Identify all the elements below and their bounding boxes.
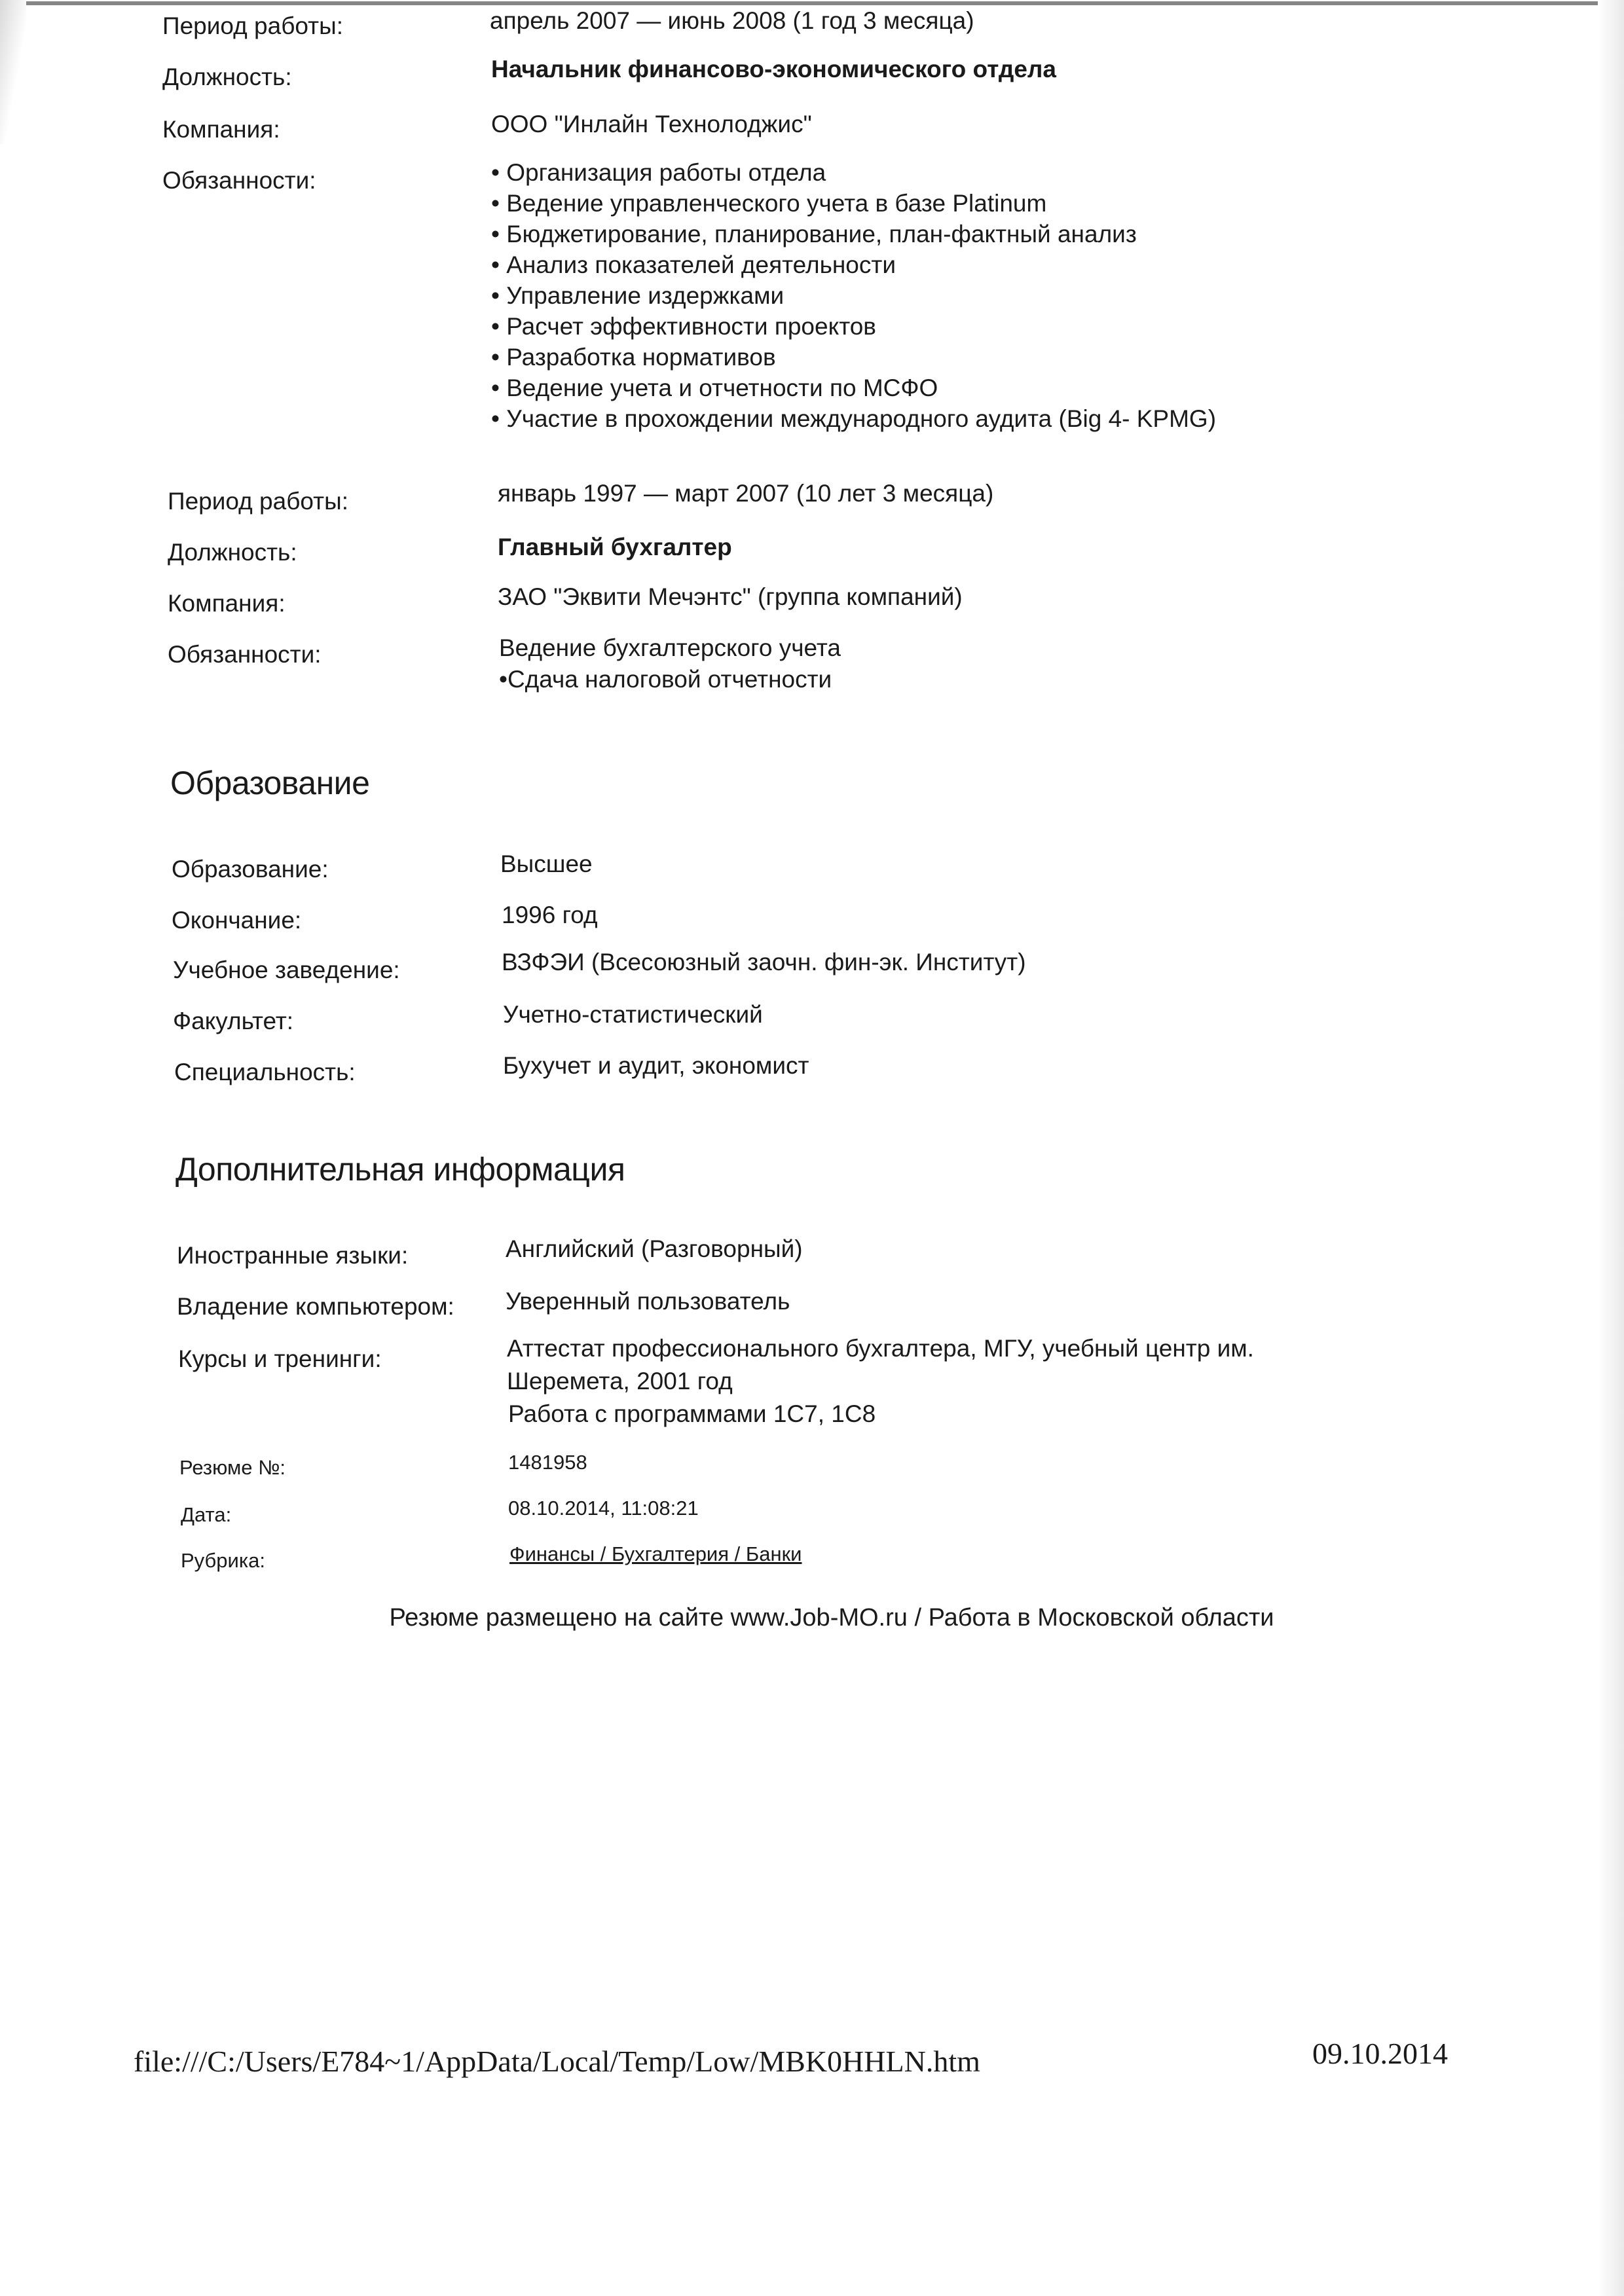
- duty-item: • Ведение учета и отчетности по МСФО: [491, 373, 1216, 403]
- duty-item: •Сдача налоговой отчетности: [499, 666, 832, 693]
- institution-value: ВЗФЭИ (Всесоюзный заочн. фин-эк. Институт): [502, 949, 1026, 975]
- duty-item: • Анализ показателей деятельности: [491, 249, 1216, 280]
- period-value: апрель 2007 — июнь 2008 (1 год 3 месяца): [490, 7, 974, 34]
- resume-number-value: 1481958: [508, 1451, 587, 1474]
- company-value: ООО "Инлайн Технолоджис": [491, 111, 812, 137]
- date-label: Дата:: [181, 1503, 232, 1526]
- duties-label: Обязанности:: [168, 641, 322, 668]
- duty-item: • Ведение управленческого учета в базе Platinum: [491, 188, 1216, 219]
- institution-label: Учебное заведение:: [173, 957, 400, 983]
- education-level-value: Высшее: [500, 850, 593, 877]
- duties-label: Обязанности:: [162, 167, 316, 194]
- rubric-link[interactable]: Финансы / Бухгалтерия / Банки: [509, 1542, 802, 1565]
- computer-value: Уверенный пользователь: [506, 1288, 790, 1315]
- graduation-value: 1996 год: [502, 902, 598, 928]
- period-label: Период работы:: [162, 12, 343, 39]
- scan-shadow: [0, 0, 26, 144]
- posted-note: Резюме размещено на сайте www.Job-MO.ru / Работа в Московской области: [389, 1604, 1274, 1631]
- period-value: январь 1997 — март 2007 (10 лет 3 месяца): [498, 480, 994, 507]
- company-label: Компания:: [162, 116, 280, 143]
- duty-item: • Управление издержками: [491, 280, 1216, 311]
- company-label: Компания:: [168, 590, 286, 617]
- graduation-label: Окончание:: [172, 907, 302, 934]
- duty-item: • Бюджетирование, планирование, план-фактный анализ: [491, 219, 1216, 249]
- languages-label: Иностранные языки:: [177, 1242, 409, 1269]
- languages-value: Английский (Разговорный): [506, 1235, 803, 1262]
- specialty-label: Специальность:: [174, 1059, 356, 1085]
- education-level-label: Образование:: [172, 856, 329, 883]
- computer-label: Владение компьютером:: [177, 1293, 454, 1320]
- date-value: 08.10.2014, 11:08:21: [508, 1497, 699, 1520]
- position-value: Начальник финансово-экономического отдела: [491, 56, 1057, 82]
- section-title: Дополнительная информация: [175, 1151, 625, 1188]
- courses-line: Шеремета, 2001 год: [507, 1368, 733, 1394]
- position-label: Должность:: [168, 539, 297, 566]
- duty-item: • Расчет эффективности проектов: [491, 311, 1216, 342]
- duties-list: [491, 157, 1216, 434]
- faculty-value: Учетно-статистический: [503, 1001, 763, 1028]
- period-label: Период работы:: [168, 488, 348, 515]
- company-value: ЗАО "Эквити Мечэнтс" (группа компаний): [498, 583, 963, 610]
- resume-number-label: Резюме №:: [179, 1456, 286, 1479]
- faculty-label: Факультет:: [173, 1008, 294, 1034]
- duty-item: Ведение бухгалтерского учета: [499, 634, 841, 661]
- position-value: Главный бухгалтер: [498, 534, 732, 560]
- courses-label: Курсы и тренинги:: [178, 1345, 382, 1372]
- duty-item: • Организация работы отдела: [491, 157, 1216, 188]
- courses-line: Работа с программами 1С7, 1С8: [508, 1400, 876, 1427]
- position-label: Должность:: [162, 64, 292, 90]
- courses-line: Аттестат профессионального бухгалтера, МГУ, учебный центр им.: [507, 1335, 1254, 1362]
- footer-file-path: file:///C:/Users/E784~1/AppData/Local/Temp/Low/MBK0HHLN.htm: [134, 2045, 980, 2078]
- duty-item: • Участие в прохождении международного аудита (Big 4- KPMG): [491, 403, 1216, 434]
- section-title: Образование: [170, 765, 370, 801]
- footer-print-date: 09.10.2014: [1312, 2037, 1448, 2070]
- scan-top-edge: [26, 1, 1598, 5]
- rubric-label: Рубрика:: [181, 1549, 265, 1572]
- scan-right-edge: [1598, 0, 1624, 2296]
- duty-item: • Разработка нормативов: [491, 342, 1216, 373]
- specialty-value: Бухучет и аудит, экономист: [503, 1052, 809, 1079]
